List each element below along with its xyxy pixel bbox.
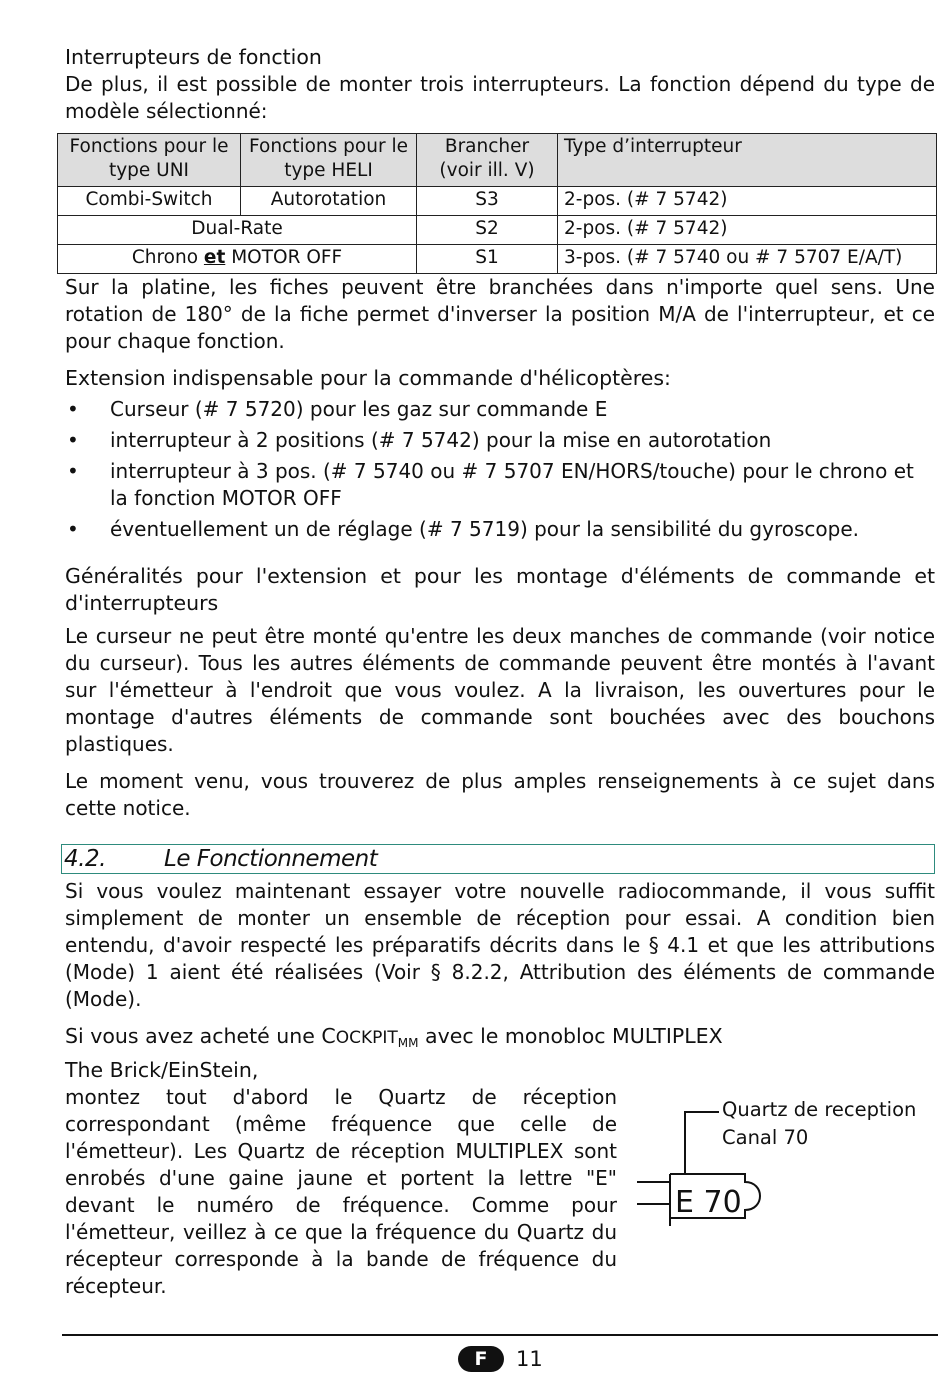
header-switch-type: Type d’interrupteur — [558, 134, 937, 187]
bullet: • — [67, 428, 79, 452]
page-content — [65, 44, 935, 1300]
quartz-paragraph: montez tout d'abord le Quartz de réception correspondant (même fréquence que celle de l'émetteur). Les Quartz de réception MULTIPLEX sont enrobés d'une gaine jaune et portent la lettre "E" devant le numéro de fréquence. Comme pour l'émetteur, veillez à ce que la fréquence du Quartz du récepteur corresponde à la bande de fréquence du récepteur. — [65, 1085, 617, 1298]
bullet: • — [67, 397, 79, 421]
section-number: 4.2. — [64, 846, 106, 872]
list-item-text: interrupteur à 2 positions (# 7 5742) pour la mise en autorotation — [110, 428, 772, 452]
list-item-text: interrupteur à 3 pos. (# 7 5740 ou # 7 5707 EN/HORS/touche) pour le chrono et la fonction MOTOR OFF — [110, 459, 914, 510]
header-uni: Fonctions pour le type UNI — [58, 134, 241, 187]
switch-functions-table — [57, 133, 937, 274]
switches-heading: Interrupteurs de fonction — [65, 45, 322, 69]
cell-text-post: MOTOR OFF — [225, 247, 343, 268]
section-heading-4-2 — [61, 844, 935, 874]
general-heading: Généralités pour l'extension et pour les montage d'éléments de commande et d'interrupteurs — [65, 564, 935, 615]
bullet: • — [67, 517, 79, 541]
figure-label-quartz: Quartz de reception — [722, 1098, 917, 1121]
cell-heli: Autorotation — [241, 187, 417, 216]
heli-heading: Extension indispensable pour la commande d'hélicoptères: — [65, 366, 671, 390]
switches-after-text: Sur la platine, les fiches peuvent être branchées dans n'importe quel sens. Une rotation de 180° de la fiche permet d'inverser la position M/A de l'interrupteur, et ce pour chaque fonction. — [65, 275, 935, 353]
table-row — [58, 245, 937, 274]
cell-function — [58, 245, 417, 274]
list-item-text: éventuellement un de réglage (# 7 5719) pour la sensibilité du gyroscope. — [110, 517, 859, 541]
figure-label-channel: Canal 70 — [722, 1126, 809, 1149]
section-42-paragraph: Si vous voulez maintenant essayer votre nouvelle radiocommande, il vous suffit simplement de monter un ensemble de réception pour essai. A condition bien entendu, d'avoir respecté les préparatifs décrits dans le § 4.1 et que les attributions (Mode) 1 aient été réalisées (Voir § 8.2.2, Attribution des éléments de commande (Mode). — [65, 879, 935, 1011]
quartz-section — [65, 1084, 935, 1300]
cell-plug: S2 — [417, 216, 558, 245]
language-badge: F — [458, 1346, 504, 1372]
cell-text-pre: Chrono — [131, 247, 204, 268]
list-item — [65, 458, 935, 512]
quartz-figure — [637, 1092, 937, 1232]
leader-line — [685, 1112, 719, 1174]
header-heli: Fonctions pour le type HELI — [241, 134, 417, 187]
general-paragraph-1: Le curseur ne peut être monté qu'entre les deux manches de commande (voir notice du curseur). Tous les autres éléments de commande peuvent être montés à l'avant sur l'émetteur à l'endroit que vous voulez. A la livraison, les ouvertures pour le montage d'autres éléments de commande sont bouchées avec des bouchons plastiques. — [65, 624, 935, 756]
cell-type: 3-pos. (# 7 5740 ou # 7 5707 E/A/T) — [558, 245, 937, 274]
crystal-label: E 70 — [675, 1185, 742, 1220]
table-row — [58, 187, 937, 216]
header-plug: Brancher (voir ill. V) — [417, 134, 558, 187]
cell-type: 2-pos. (# 7 5742) — [558, 216, 937, 245]
section-title: Le Fonctionnement — [164, 846, 378, 872]
footer-divider — [62, 1334, 938, 1336]
table-row — [58, 216, 937, 245]
page-number: 11 — [516, 1347, 543, 1371]
list-item-text: Curseur (# 7 5720) pour les gaz sur commande E — [110, 397, 608, 421]
list-item — [65, 396, 935, 423]
cell-text-emph: et — [203, 247, 226, 268]
cell-function: Dual-Rate — [58, 216, 417, 245]
general-paragraph-2: Le moment venu, vous trouverez de plus amples renseignements à ce sujet dans cette notice. — [65, 769, 935, 820]
table-header-row — [58, 134, 937, 187]
crystal-pins — [637, 1182, 670, 1204]
brick-heading: Si vous avez acheté une $COCKPIT_{MM}$ avec le monobloc MULTIPLEX The Brick/EinStein, — [65, 1024, 723, 1082]
cell-type: 2-pos. (# 7 5742) — [558, 187, 937, 216]
list-item — [65, 427, 935, 454]
cell-uni: Combi-Switch — [58, 187, 241, 216]
heli-list — [65, 396, 935, 543]
cell-plug: S1 — [417, 245, 558, 274]
list-item — [65, 516, 935, 543]
bullet: • — [67, 459, 79, 483]
cell-plug: S3 — [417, 187, 558, 216]
brand-name: $COCKPIT_{MM}$ — [321, 1024, 419, 1050]
switches-intro: De plus, il est possible de monter trois interrupteurs. La fonction dépend du type de modèle sélectionné: — [65, 72, 935, 123]
